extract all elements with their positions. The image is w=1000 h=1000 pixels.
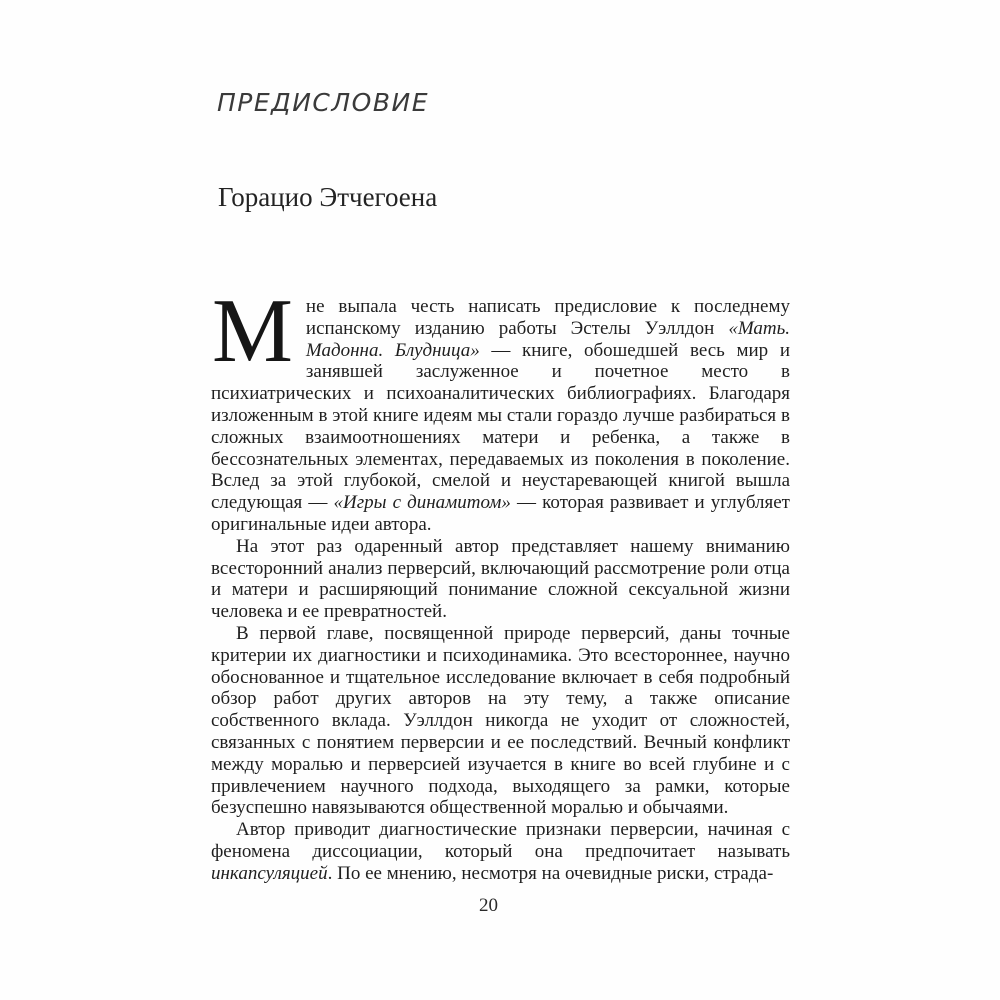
text-run: — книге, обошедшей весь мир и занявшей заслуженное и почетное место в психиатрических и психоаналитических библиографиях. Благодаря изложенным в этой книге идеям мы стали гораздо лучше разбираться в сложных взаимоотношениях матери и ребенка, а также в бессознательных элементах, передаваемых из поколения в поколение. Вслед за этой глубокой, смелой и неустаревающей книгой вышла следующая — <box>211 339 790 514</box>
paragraph <box>211 280 790 536</box>
page-number: 20 <box>479 895 498 916</box>
italic-text-run: «Мать. Мадонна. Блудница» <box>305 317 790 361</box>
text-run: не выпала честь написать предисловие к последнему испанскому изданию работы Эстелы Уэллдон <box>305 296 790 339</box>
paragraph <box>211 623 790 819</box>
body-text <box>211 280 790 885</box>
text-run: — которая развивает и углубляет оригинальные идеи автора. <box>211 492 790 535</box>
italic-text-run: «Игры с динамитом» <box>333 492 511 514</box>
text-run: В первой главе, посвященной природе перверсий, даны точные критерии их диагностики и психодинамика. Это всестороннее, научно обоснованное и тщательное исследование включает в себя подробный обзор работ других авторов на эту тему, а также описание собственного вклада. Уэллдон никогда не уходит от сложностей, связанных с понятием перверсии и ее последствий. Вечный конфликт между моралью и перверсией изучается в книге во всей глубине и с привлечением научного подхода, выходящего за рамки, которые безуспешно навязываются общественной моралью и обычаями. <box>211 622 790 819</box>
text-run: Автор приводит диагностические признаки перверсии, начиная с феномена диссоциации, который она предпочитает называть <box>211 819 790 862</box>
preface-author-name: Горацио Этчегоена <box>218 182 438 212</box>
text-run: . По ее мнению, несмотря на очевидные риски, страда- <box>327 862 774 884</box>
paragraph <box>211 819 790 884</box>
text-run: На этот раз одаренный автор представляет нашему вниманию всесторонний анализ перверсий, включающий рассмотрение роли отца и матери и расширяющий понимание сложной сексуальной жизни человека и ее превратностей. <box>211 535 790 623</box>
paragraph <box>211 536 790 623</box>
chapter-title: ПРЕДИСЛОВИЕ <box>217 88 429 117</box>
italic-text-run: инкапсуляцией <box>211 862 328 884</box>
drop-cap: М <box>212 280 293 381</box>
